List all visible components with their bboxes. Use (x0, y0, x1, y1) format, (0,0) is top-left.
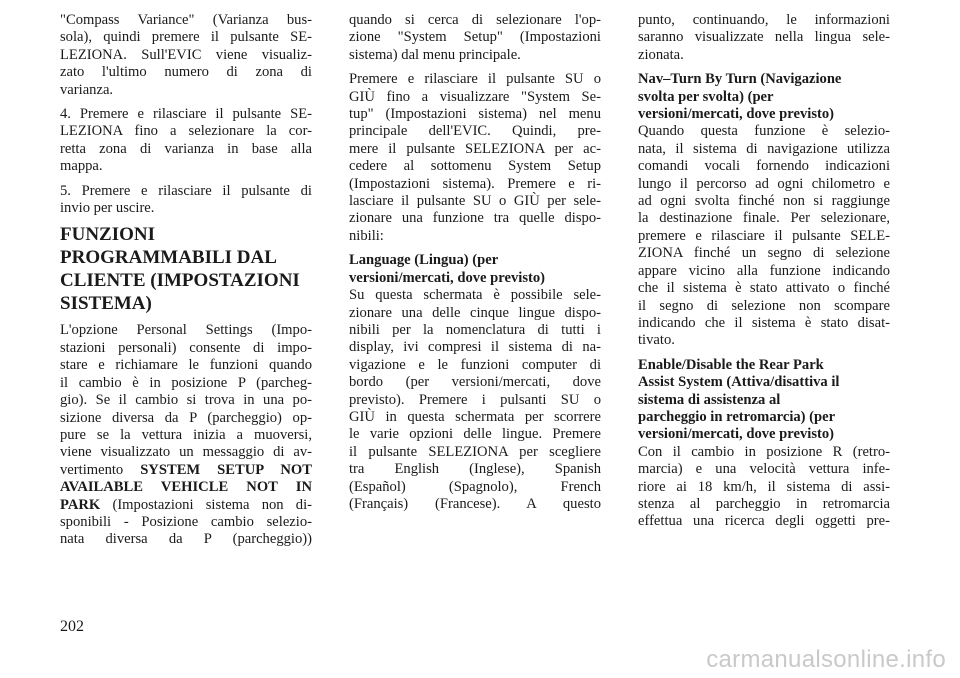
subheading-line: Assist System (Attiva/disattiva il (638, 374, 840, 391)
text-line: 4. Premere e rilasciare il pulsante SE- (60, 106, 312, 123)
text-line: (Español) (Spagnolo), French (349, 478, 601, 495)
text-line: marcia) e una velocità vettura infe- (638, 461, 890, 478)
text-line: invio per uscire. (60, 200, 155, 217)
text-line: zionata. (638, 46, 684, 63)
paragraph-spacer (349, 64, 601, 71)
paragraph (638, 357, 890, 531)
text-line: zionare una delle cinque lingue dispo- (349, 304, 601, 321)
paragraph-spacer (349, 245, 601, 252)
text-line: principale dell'EVIC. Quindi, pre- (349, 123, 601, 140)
text-line: zionare una funzione tra quelle dispo- (349, 210, 601, 227)
paragraph-spacer (638, 64, 890, 71)
text-line: vigazione e le funzioni computer di (349, 356, 601, 373)
text-line: indicando che il sistema è stato disat- (638, 314, 890, 331)
text-line: le varie opzioni delle lingue. Premere (349, 426, 601, 443)
text-line: riore ai 18 km/h, il sistema di assi- (638, 478, 890, 495)
heading-line: PROGRAMMABILI DAL (60, 247, 277, 269)
text-line: viene visualizzato un messaggio di av- (60, 444, 312, 461)
text-line: mere il pulsante SELEZIONA per ac- (349, 140, 601, 157)
text-line: LEZIONA fino a selezionare la cor- (60, 123, 312, 140)
text-line: che il sistema è stato attivato o finché (638, 280, 890, 297)
text-line: sponibili - Posizione cambio selezio- (60, 513, 312, 530)
text-line: nibili per la nomenclatura di tutti i (349, 321, 601, 338)
text-line: la destinazione finale. Per selezionare, (638, 210, 890, 227)
text-line: stenza al parcheggio in retromarcia (638, 495, 890, 512)
text-line: stare e richiamare le funzioni quando (60, 357, 312, 374)
paragraph (60, 183, 312, 218)
text-line: il cambio è in posizione P (parcheg- (60, 374, 312, 391)
text-column-2 (349, 0, 601, 513)
paragraph (349, 12, 601, 64)
text-line: Con il cambio in posizione R (retro- (638, 443, 890, 460)
paragraph (349, 71, 601, 245)
text-line: display, ivi compresi il sistema di na- (349, 339, 601, 356)
text-line: 5. Premere e rilasciare il pulsante di (60, 182, 312, 199)
text-line: mappa. (60, 158, 103, 175)
text-line: il pulsante SELEZIONA per scegliere (349, 443, 601, 460)
text-line: saranno visualizzate nella lingua sele- (638, 29, 890, 46)
text-line: gio). Se il cambio si trova in una po- (60, 392, 312, 409)
paragraph (60, 12, 312, 99)
paragraph (60, 322, 312, 548)
text-line: varianza. (60, 81, 114, 98)
subheading-line: versioni/mercati, dove previsto) (638, 106, 835, 123)
text-line: sistema) dal menu principale. (349, 46, 521, 63)
paragraph (638, 71, 890, 350)
subheading-line: svolta per svolta) (per (638, 88, 774, 105)
text-column-1 (60, 0, 312, 549)
text-line: stazioni personali) consente di impo- (60, 339, 312, 356)
text-line: ZIONA finché un segno di selezione (638, 245, 890, 262)
text-line: tivato. (638, 332, 675, 349)
subheading-line: Enable/Disable the Rear Park (638, 356, 824, 373)
paragraph (60, 106, 312, 176)
text-line: sola), quindi premere il pulsante SE- (60, 29, 312, 46)
heading-line: SISTEMA) (60, 293, 152, 315)
text-line: comandi vocali fornendo indicazioni (638, 158, 890, 175)
heading-line: FUNZIONI (60, 224, 156, 246)
text-line: tup" (Impostazioni sistema) nel menu (349, 106, 601, 123)
text-line: GIÙ in questa schermata per scorrere (349, 408, 601, 425)
text-line: nata, il sistema di navigazione utilizza (638, 140, 890, 157)
text-line: Quando questa funzione è selezio- (638, 123, 890, 140)
text-line: bordo (per versioni/mercati, dove (349, 374, 601, 391)
section-heading (60, 223, 312, 315)
text-line: PARK (Impostazioni sistema non di- (60, 496, 312, 513)
text-line: ad ogni svolta finché non si raggiunge (638, 193, 890, 210)
subheading-line: versioni/mercati, dove previsto) (349, 269, 546, 286)
text-line: nibili: (349, 227, 384, 244)
text-line: LEZIONA. Sull'EVIC viene visualiz- (60, 46, 312, 63)
text-line: (Impostazioni sistema). Premere e ri- (349, 175, 601, 192)
paragraph-spacer (638, 350, 890, 357)
heading-line: CLIENTE (IMPOSTAZIONI (60, 270, 300, 292)
watermark: carmanualsonline.info (706, 646, 946, 673)
text-line: sizione diversa da P (parcheggio) op- (60, 409, 312, 426)
text-line: lasciare il pulsante SU o GIÙ per sele- (349, 193, 601, 210)
text-line: il segno di selezione non scompare (638, 297, 890, 314)
subheading-line: Language (Lingua) (per (349, 252, 499, 269)
paragraph-spacer (60, 315, 312, 322)
text-line: appare vicino alla funzione indicando (638, 262, 890, 279)
text-column-3 (638, 0, 890, 531)
text-line: premere e rilasciare il pulsante SELE- (638, 227, 890, 244)
text-line: (Français) (Francese). A questo (349, 495, 601, 512)
text-line: previsto). Premere i pulsanti SU o (349, 391, 601, 408)
subheading-line: sistema di assistenza al (638, 391, 781, 408)
text-line: GIÙ fino a visualizzare "System Se- (349, 88, 601, 105)
paragraph-spacer (60, 176, 312, 183)
subheading-line: parcheggio in retromarcia) (per (638, 408, 836, 425)
text-line: Su questa schermata è possibile sele- (349, 287, 601, 304)
text-line: zione "System Setup" (Impostazioni (349, 29, 601, 46)
text-line: cedere al sottomenu System Setup (349, 158, 601, 175)
text-line: lungo il percorso ad ogni chilometro e (638, 175, 890, 192)
text-line: "Compass Variance" (Varianza bus- (60, 12, 312, 28)
text-line: retta zona di varianza in base alla (60, 140, 312, 157)
paragraph-spacer (60, 99, 312, 106)
text-line: nata diversa da P (parcheggio)) (60, 531, 312, 548)
text-line: Premere e rilasciare il pulsante SU o (349, 71, 601, 88)
paragraph (638, 12, 890, 64)
text-line: L'opzione Personal Settings (Impo- (60, 322, 312, 339)
text-line: vertimento SYSTEM SETUP NOT (60, 461, 312, 478)
text-line: AVAILABLE VEHICLE NOT IN (60, 479, 312, 496)
subheading-line: versioni/mercati, dove previsto) (638, 426, 835, 443)
text-line: effettua una ricerca degli oggetti pre- (638, 513, 890, 530)
subheading-line: Nav–Turn By Turn (Navigazione (638, 71, 842, 88)
text-line: punto, continuando, le informazioni (638, 12, 890, 28)
text-line: tra English (Inglese), Spanish (349, 461, 601, 478)
paragraph (349, 252, 601, 513)
text-line: quando si cerca di selezionare l'op- (349, 12, 601, 28)
text-line: zato l'ultimo numero di zona di (60, 64, 312, 81)
text-line: pure se la vettura inizia a muoversi, (60, 426, 312, 443)
page-number: 202 (60, 618, 84, 635)
